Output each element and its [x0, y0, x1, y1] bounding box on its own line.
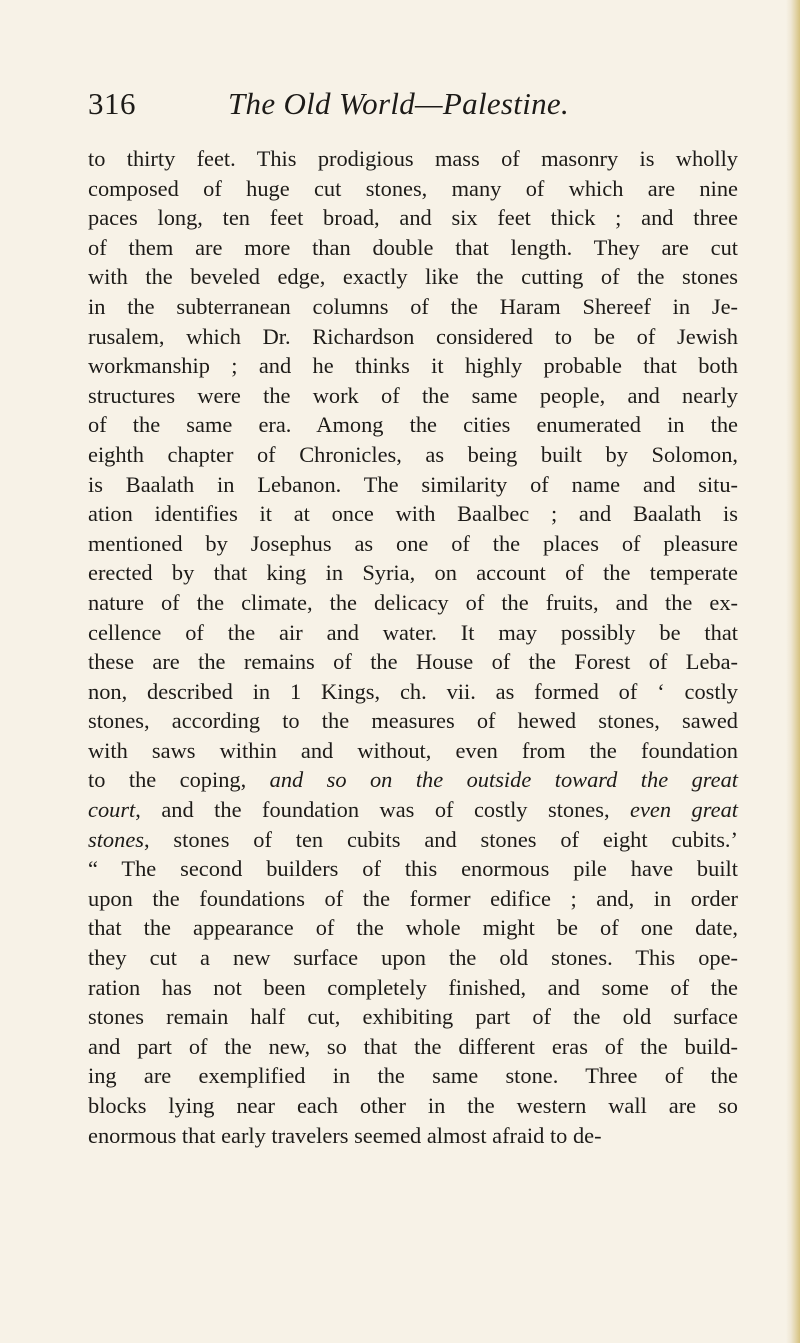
text-segment: mentioned by Josephus as one of the places of pleasure: [88, 530, 738, 556]
text-line: [88, 203, 738, 233]
text-segment: of the same era. Among the cities enumerated in the: [88, 412, 738, 438]
text-line: [88, 381, 738, 411]
text-segment: in the subterranean columns of the Haram Shereef in Je-: [88, 293, 738, 319]
text-line: [88, 410, 738, 440]
italic-text-segment: stones: [88, 826, 144, 852]
text-segment: with the beveled edge, exactly like the cutting of the stones: [88, 264, 738, 290]
text-line: [88, 706, 738, 736]
text-line: [88, 825, 738, 855]
text-segment: and part of the new, so that the different eras of the build-: [88, 1033, 738, 1059]
text-segment: of them are more than double that length. They are cut: [88, 234, 738, 260]
text-segment: , stones of ten cubits and stones of eight cubits.’: [143, 826, 738, 852]
text-line: [88, 233, 738, 263]
italic-text-segment: court: [88, 797, 136, 823]
text-segment: blocks lying near each other in the western wall are so: [88, 1093, 738, 1118]
text-line: [88, 588, 738, 618]
text-segment: “ The second builders of this enormous pile have built: [88, 856, 738, 882]
text-line: [88, 1091, 738, 1121]
italic-text-segment: even great: [630, 797, 738, 823]
text-line: [88, 1061, 738, 1091]
text-segment: with saws within and without, even from the foundation: [88, 737, 738, 763]
text-segment: rusalem, which Dr. Richardson considered to be of Jewish: [88, 323, 738, 349]
text-segment: stones, according to the measures of hewed stones, sawed: [88, 708, 738, 734]
text-segment: , and the foundation was of costly stones,: [135, 797, 631, 823]
italic-text-segment: and so on the outside toward the great: [269, 767, 738, 793]
text-segment: ration has not been completely finished, and some of the: [88, 974, 738, 1000]
text-line: [88, 618, 738, 648]
text-line: [88, 765, 738, 795]
text-line: [88, 1032, 738, 1062]
text-segment: ation identifies it at once with Baalbec ; and Baalath is: [88, 501, 738, 527]
text-line: [88, 262, 738, 292]
text-segment: non, described in 1 Kings, ch. vii. as formed of ‘ costly: [88, 678, 738, 704]
text-line: [88, 1002, 738, 1032]
text-line: [88, 351, 738, 381]
text-segment: that the appearance of the whole might be of one date,: [88, 915, 738, 941]
text-segment: erected by that king in Syria, on account of the temperate: [88, 560, 738, 586]
text-line: [88, 529, 738, 559]
text-line: [88, 322, 738, 352]
page-edge: [786, 0, 800, 1343]
text-segment: they cut a new surface upon the old stones. This ope-: [88, 945, 738, 971]
text-segment: upon the foundations of the former edifice ; and, in order: [88, 885, 738, 911]
page-number: 316: [88, 86, 136, 121]
text-segment: workmanship ; and he thinks it highly probable that both: [88, 353, 738, 379]
text-line: [88, 736, 738, 766]
text-line: [88, 677, 738, 707]
text-segment: nature of the climate, the delicacy of the fruits, and the ex-: [88, 589, 738, 615]
running-header: [88, 84, 748, 124]
text-segment: cellence of the air and water. It may possibly be that: [88, 619, 738, 645]
text-line: [88, 144, 738, 174]
text-segment: these are the remains of the House of the Forest of Leba-: [88, 649, 738, 675]
text-line: [88, 292, 738, 322]
text-line: [88, 174, 738, 204]
text-segment: to the coping,: [88, 767, 270, 793]
text-segment: paces long, ten feet broad, and six feet thick ; and three: [88, 205, 738, 231]
text-line: [88, 884, 738, 914]
text-line: [88, 1121, 738, 1151]
text-line: [88, 470, 738, 500]
text-segment: eighth chapter of Chronicles, as being built by Solomon,: [88, 441, 738, 467]
text-line: [88, 973, 738, 1003]
text-line: [88, 558, 738, 588]
body-text: [88, 144, 738, 1150]
text-segment: enormous that early travelers seemed almost afraid to de-: [88, 1122, 602, 1148]
text-segment: composed of huge cut stones, many of which are nine: [88, 175, 738, 201]
running-title: The Old World—Palestine.: [228, 86, 570, 121]
text-segment: to thirty feet. This prodigious mass of masonry is wholly: [88, 146, 738, 171]
text-line: [88, 913, 738, 943]
text-line: [88, 647, 738, 677]
text-segment: structures were the work of the same people, and nearly: [88, 382, 738, 408]
text-line: [88, 795, 738, 825]
text-line: [88, 499, 738, 529]
text-segment: is Baalath in Lebanon. The similarity of name and situ-: [88, 471, 738, 497]
text-segment: stones remain half cut, exhibiting part of the old surface: [88, 1004, 738, 1030]
text-line: [88, 854, 738, 884]
text-segment: ing are exemplified in the same stone. Three of the: [88, 1063, 738, 1089]
text-line: [88, 440, 738, 470]
text-line: [88, 943, 738, 973]
